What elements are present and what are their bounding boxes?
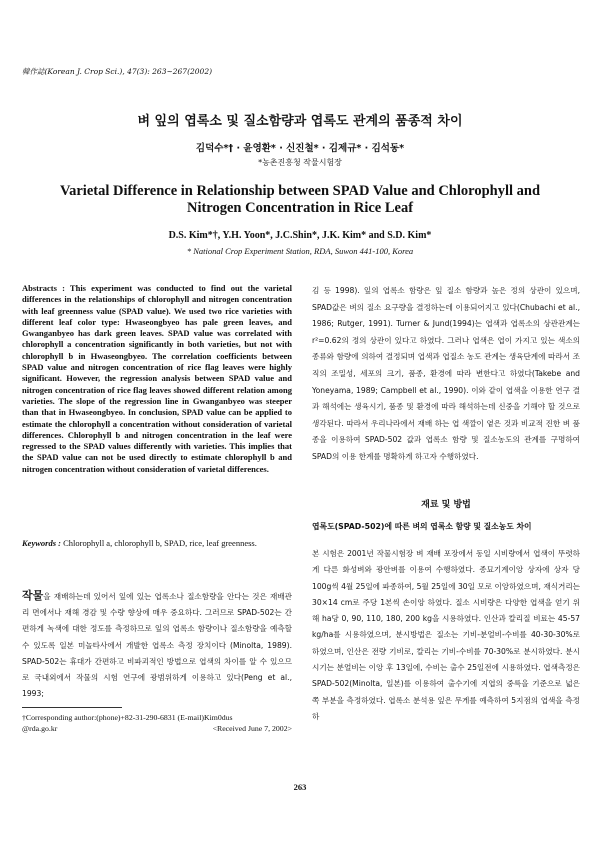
received-date: <Received June 7, 2002> <box>212 724 292 733</box>
right-column-paragraph: 김 등 1998). 잎의 엽록소 함량은 잎 질소 함량과 높은 정의 상관이 있으며, SPAD값은 벼의 질소 요구량을 결정하는데 이용되어지고 있다(Chubachi et al., 1986; Rutger, 1991). Turner & Jund(1994)는 엽색과 엽록소의 상관관계는 r²=0.62의 정의 상관이 있다고 하였다. 그러나 엽색은 엽이 가지고 있는 색소의 종류와 함량에 의하여 결정되며 엽색과 엽질소 농도 관계는 생육단계에 따라서 조직의 조밀성, 세포의 크기, 품종, 환경에 따라 변한다고 하였다(Takebe and Yoneyama, 1989; Campbell et al., 1990). 이와 같이 엽색을 이용한 연구 결과 해석에는 생육시기, 품종 및 환경에 따라 해석하는데 신중을 기해야 할 것으로 생각된다. 따라서 우리나라에서 재배 하는 엽 색깔이 옅은 것과 비교적 진한 벼 품종을 이용하여 SPAD-502 값과 엽록소 함량 및 질소농도의 관계를 구명하여 SPAD의 이용 한계를 명확하게 하고자 수행하였다. <box>312 286 580 461</box>
intro-first-word: 작물 <box>22 589 44 602</box>
abstract-label: Abstracts : <box>22 283 65 293</box>
keywords-text: Chlorophyll a, chlorophyll b, SPAD, rice, leaf greenness. <box>63 538 257 548</box>
journal-header: 韓作誌(Korean J. Crop Sci.), 47(3): 263~267(2002) <box>22 67 213 76</box>
introduction-paragraph <box>22 588 292 702</box>
corresponding-author: †Corresponding author:(phone)+82-31-290-6831 (E-mail)Kim0dus <box>22 713 233 722</box>
footnote-divider <box>22 707 122 708</box>
english-title: Varietal Difference in Relationship between SPAD Value and Chlorophyll and Nitrogen Concentration in Rice Leaf <box>59 183 541 216</box>
keywords-label: Keywords : <box>22 538 61 548</box>
english-authors: D.S. Kim*†, Y.H. Yoon*, J.C.Shin*, J.K. Kim* and S.D. Kim* <box>168 230 432 241</box>
methods-heading: 재료 및 방법 <box>421 500 471 510</box>
corresponding-email: @rda.go.kr <box>22 724 58 733</box>
english-affiliation: * National Crop Experiment Station, RDA, Suwon 441-100, Korea <box>186 246 414 256</box>
methods-paragraph: 본 시험은 2001년 작물시험장 벼 재배 포장에서 동일 시비량에서 엽색이 뚜렷하게 다른 화성벼와 광안벼를 이용여 수행하였다. 종묘기계이앙 상자에 상자 당 100g씩 4월 25일에 파종하여, 5월 25일에 30일 모로 이앙하였으며, 재식거리는 30×14 cm로 주당 1본씩 손이앙 하였다. 질소 시비량은 다양한 엽색을 얻기 위해 ha당 0, 90, 110, 180, 200 kg을 시용하였다. 인산과 칼리질 비료는 45-57 kg/ha를 시용하였으며, 분시방법은 질소는 기비-분얼비-수비를 40-30-30%로 하였으며, 인산은 전량 기비로, 칼리는 기비-수비를 70-30%로 분시하였다. 분시 시기는 분얼비는 이앙 후 13일에, 수비는 출수 25일전에 시용하였다. 엽색측정은 SPAD-502(Minolta, 일본)를 이용하여 출수기에 지엽의 중륵을 기준으로 넓은 쪽 부분을 측정하였다. 엽록소 분석용 잎은 무게를 예측하여 5지점의 엽색을 측정하 <box>312 549 580 721</box>
abstract-text: This experiment was conducted to find out the varietal differences in the relationships of chlorophyll and nitrogen concentration with leaf greenness value (SPAD value). We used two rice varieties with different leaf color type: Hwaseongbyeo has pale green leaves, and Gwanganbyeo has dark green leaves. SPAD value was correlated with chlorophyll a concentration significantly in both varieties, but not with chlorophyll b in Hwaseongbyeo. The correlation coefficients between SPAD value and nitrogen concentration of rice flag leaves were highly significant. However, the regression analysis between SPAD value and nitrogen concentration of rice flag leaves showed different relation among varieties. The slope of the regression line in Gwanganbyeo was steeper than that in Hwaseongbyeo. In conclusion, SPAD value can be applied to estimate the chlorophyll a concentration without consideration of varietal differences. Chlorophyll b and nitrogen concentration in the leaf were regressed to the SPAD values differently with varieties. This implies that the SPAD value can not be used directly to estimate chlorophyll b and nitrogen concentration without consideration of varietal differences. <box>22 283 292 474</box>
keywords <box>22 538 292 549</box>
footnote-line-2 <box>22 723 292 734</box>
intro-text: 을 재배하는데 있어서 잎에 있는 엽록소나 질소함량을 안다는 것은 재배관리 면에서나 재해 경감 및 수량 향상에 매우 중요하다. 그러므로 SPAD-502는 간편하게 녹색에 대한 정도를 측정하므로 잎의 엽록소 함량이나 질소함량을 예측할 수 있도록 일본 미놀타사에서 개발한 엽록소 측정 장치이다 (Minolta, 1989). SPAD-502는 휴대가 간편하고 비파괴적인 방법으로 엽색의 차이를 알 수 있으므로 국내외에서 작물의 시험 연구에 광범위하게 이용하고 있다(Peng et al., 1993; <box>22 592 292 699</box>
page-number: 263 <box>293 782 307 792</box>
methods-subheading: 엽록도(SPAD-502)에 따른 벼의 엽록소 함량 및 질소농도 차이 <box>312 522 532 531</box>
korean-affiliation: *농촌진흥청 작물시험장 <box>258 158 342 167</box>
korean-authors: 김덕수*† · 윤영환* · 신진철* · 김제규* · 김석동* <box>195 143 405 154</box>
footnote <box>22 712 292 734</box>
korean-title: 벼 잎의 엽록소 및 질소함량과 엽록도 관계의 품종적 차이 <box>137 114 463 129</box>
abstract <box>22 283 292 475</box>
